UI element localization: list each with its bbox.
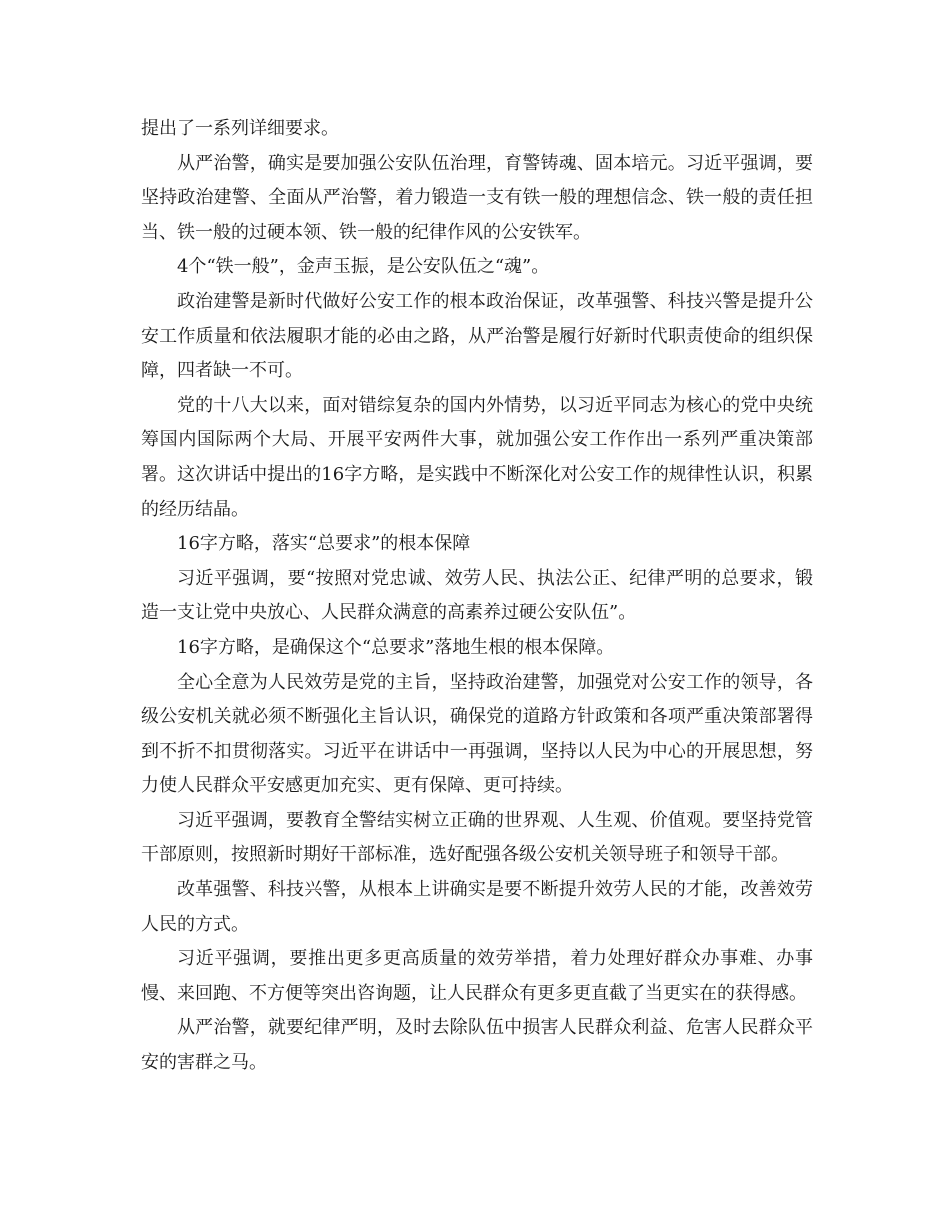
paragraph: 习近平强调，要“按照对党忠诚、效劳人民、执法公正、纪律严明的总要求，锻造一支让党中央放心、人民群众满意的高素养过硬公安队伍”。 xyxy=(141,567,813,624)
paragraph: 政治建警是新时代做好公安工作的根本政治保证，改革强警、科技兴警是提升公安工作质量和依法履职才能的必由之路，从严治警是履行好新时代职责使命的组织保障，四者缺一不可。 xyxy=(141,290,813,382)
paragraph: 全心全意为人民效劳是党的主旨，坚持政治建警，加强党对公安工作的领导，各级公安机关就必须不断强化主旨认识，确保党的道路方针政策和各项严重决策部署得到不折不扣贯彻落实。习近平在讲话中一再强调，坚持以人民为中心的开展思想，努力使人民群众平安感更加充实、更有保障、更可持续。 xyxy=(141,671,813,797)
paragraph: 4个“铁一般”，金声玉振，是公安队伍之“魂”。 xyxy=(177,256,550,278)
paragraph: 习近平强调，要推出更多更高质量的效劳举措，着力处理好群众办事难、办事慢、来回跑、不方便等突出咨询题，让人民群众有更多更直截了当更实在的获得感。 xyxy=(141,948,813,1004)
document-body xyxy=(141,112,813,1081)
paragraph: 从严治警，确实是要加强公安队伍治理，育警铸魂、固本培元。习近平强调，要坚持政治建警、全面从严治警，着力锻造一支有铁一般的理想信念、铁一般的责任担当、铁一般的过硬本领、铁一般的纪律作风的公安铁军。 xyxy=(141,152,813,243)
paragraph: 党的十八大以来，面对错综复杂的国内外情势，以习近平同志为核心的党中央统筹国内国际两个大局、开展平安两件大事，就加强公安工作作出一系列严重决策部署。这次讲话中提出的16字方略，是实践中不断深化对公安工作的规律性认识，积累的经历结晶。 xyxy=(141,394,813,520)
paragraph: 改革强警、科技兴警，从根本上讲确实是要不断提升效劳人民的才能，改善效劳人民的方式。 xyxy=(141,879,813,935)
paragraph: 习近平强调，要教育全警结实树立正确的世界观、人生观、价值观。要坚持党管干部原则，按照新时期好干部标准，选好配强各级公安机关领导班子和领导干部。 xyxy=(141,809,813,866)
paragraph: 16字方略，是确保这个“总要求”落地生根的根本保障。 xyxy=(177,636,615,658)
paragraph: 从严治警，就要纪律严明，及时去除队伍中损害人民群众利益、危害人民群众平安的害群之马。 xyxy=(141,1017,813,1074)
section-heading: 16字方略，落实“总要求”的根本保障 xyxy=(177,533,471,555)
paragraph: 提出了一系列详细要求。 xyxy=(141,118,339,139)
